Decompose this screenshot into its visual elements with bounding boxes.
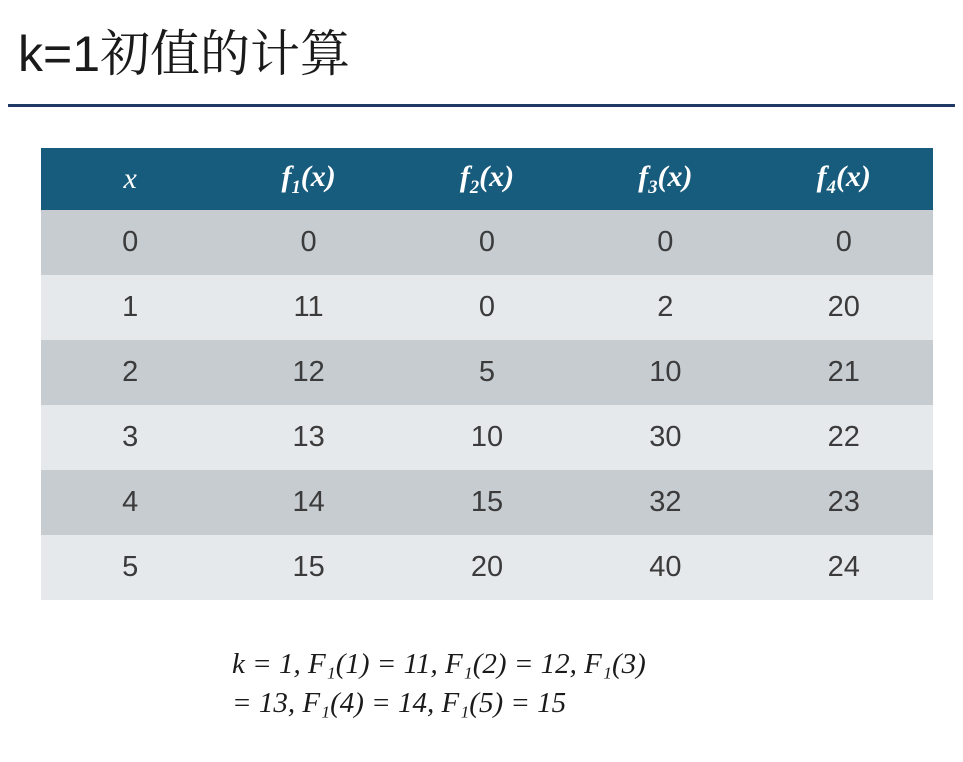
column-header-f4-index: 4 [826, 176, 836, 198]
table-cell: 13 [219, 405, 397, 470]
column-header-f4 [755, 148, 933, 210]
table-cell: 20 [755, 275, 933, 340]
formula-line-1: k = 1, F₁(1) = 11, F₁(2) = 12, F₁(3) [232, 648, 646, 680]
column-header-f4-symbol: f [816, 159, 827, 193]
table-cell: 3 [41, 405, 219, 470]
column-header-f4-arg: (x) [835, 159, 871, 193]
table-cell: 21 [755, 340, 933, 405]
column-header-f3-symbol: f [638, 159, 649, 193]
formula-block [232, 645, 872, 723]
column-header-x-label: x [123, 162, 137, 195]
column-header-f3-index: 3 [648, 176, 658, 198]
table-cell: 0 [41, 210, 219, 275]
table-row [41, 340, 933, 405]
table-cell: 0 [398, 210, 576, 275]
table-cell: 2 [576, 275, 754, 340]
table-cell: 20 [398, 535, 576, 600]
column-header-f2-index: 2 [469, 176, 480, 198]
table-body [41, 210, 933, 600]
table-cell: 11 [219, 275, 397, 340]
table-row [41, 275, 933, 340]
table-cell: 12 [219, 340, 397, 405]
table-cell: 30 [576, 405, 754, 470]
column-header-x [41, 148, 219, 210]
table-cell: 10 [398, 405, 576, 470]
function-table [41, 148, 933, 600]
column-header-f2-arg: (x) [479, 159, 515, 193]
column-header-f3-arg: (x) [657, 159, 693, 193]
table-cell: 0 [219, 210, 397, 275]
column-header-f1 [219, 148, 397, 210]
table-cell: 4 [41, 470, 219, 535]
column-header-f1-symbol: f [281, 159, 292, 193]
formula-line-2: = 13, F₁(4) = 14, F₁(5) = 15 [232, 687, 567, 720]
table-cell: 0 [398, 275, 576, 340]
table-cell: 0 [755, 210, 933, 275]
column-header-f1-arg: (x) [300, 159, 336, 193]
table-header [41, 148, 933, 210]
column-header-f2-symbol: f [459, 159, 470, 193]
table-cell: 24 [755, 535, 933, 600]
table-cell: 5 [41, 535, 219, 600]
table-cell: 1 [41, 275, 219, 340]
table-row [41, 535, 933, 600]
table-cell: 15 [398, 470, 576, 535]
column-header-f2 [398, 148, 576, 210]
table-cell: 5 [398, 340, 576, 405]
table-header-row [41, 148, 933, 210]
page-title: k=1初值的计算 [18, 26, 351, 82]
table-cell: 22 [755, 405, 933, 470]
title-divider [8, 104, 955, 107]
function-table-container [41, 148, 933, 600]
table-cell: 32 [576, 470, 754, 535]
table-cell: 23 [755, 470, 933, 535]
table-row [41, 210, 933, 275]
table-cell: 14 [219, 470, 397, 535]
table-cell: 10 [576, 340, 754, 405]
table-row [41, 470, 933, 535]
table-cell: 0 [576, 210, 754, 275]
table-row [41, 405, 933, 470]
column-header-f3 [576, 148, 754, 210]
table-cell: 2 [41, 340, 219, 405]
column-header-f1-index: 1 [291, 176, 301, 198]
table-cell: 40 [576, 535, 754, 600]
table-cell: 15 [219, 535, 397, 600]
